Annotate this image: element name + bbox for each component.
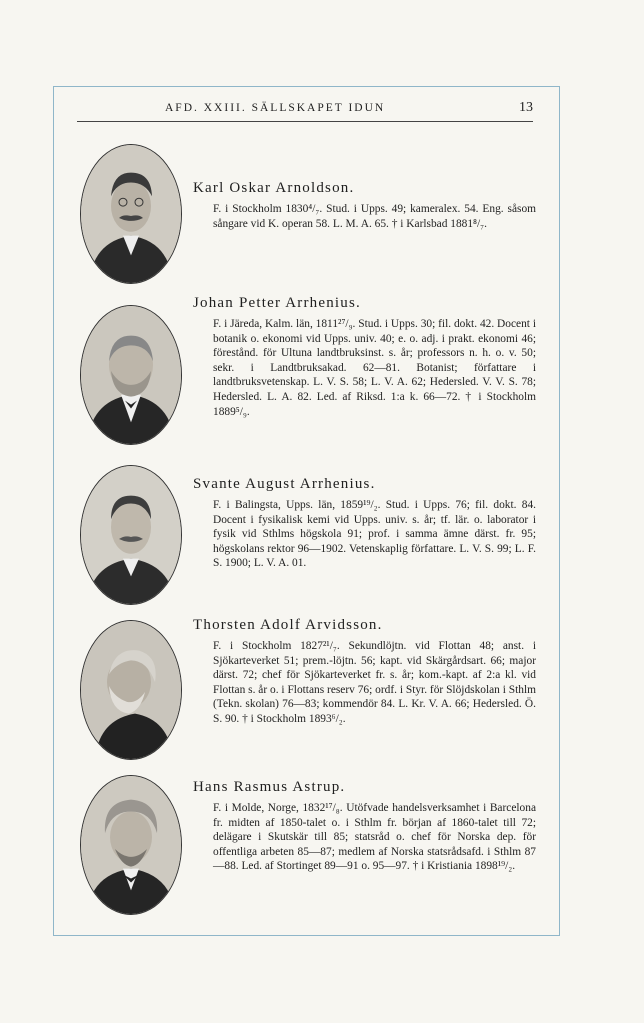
person-name: Thorsten Adolf Arvidsson. xyxy=(193,617,383,633)
portrait-arrhenius-johan xyxy=(80,305,182,445)
person-bio: F. i Balingsta, Upps. län, 1859¹⁹/₂. Stud. i Upps. 76; fil. dokt. 84. Docent i fysikalisk kemi vid Upps. univ. s. år; tf. lär. o. laborator i fysik vid Sthlms högskola 91; prof. i samma ämne därst. fr. 95; högskolans rektor 96—1902. Vetenskaplig författare. L. V. S. 99; L. F. S. 1900; L. V. A. 01. xyxy=(213,499,536,570)
portrait-arvidsson xyxy=(80,620,182,760)
person-bio: F. i Stockholm 1830⁴/₇. Stud. i Upps. 49; kameralex. 54. Eng. såsom sångare vid K. operan 58. L. M. A. 65. † i Karlsbad 1881⁸/₇. xyxy=(213,203,536,230)
portrait-astrup xyxy=(80,775,182,915)
person-bio: F. i Järeda, Kalm. län, 1811²⁷/₉. Stud. i Upps. 30; fil. dokt. 42. Docent i botanik o. ekonomi vid Upps. univ. 40; e. o. adj. i prakt. ekonomi 46; förestånd. för Ultuna landtbruksinst. s. år; professors n. h. o. v. 50; sekr. i Landtbruksakad. 62—81. Botanist; författare i landtbruksvetenskap. L. V. S. 58; L. V. A. 62; Hedersled. V. V. S. 78; Hedersled. L. A. 82. Led. af Riksd. 1:a k. 66—72. † i Stockholm 1889⁵/₉. xyxy=(213,318,536,418)
portrait-arrhenius-svante xyxy=(80,465,182,605)
portrait-arnoldson xyxy=(80,144,182,284)
running-head xyxy=(77,100,533,120)
person-name: Hans Rasmus Astrup. xyxy=(193,779,346,795)
person-name: Svante August Arrhenius. xyxy=(193,476,376,492)
person-name: Johan Petter Arrhenius. xyxy=(193,295,361,311)
page-number: 13 xyxy=(519,100,533,115)
header-rule xyxy=(77,121,533,122)
entry-arnoldson xyxy=(193,180,536,231)
entry-arrhenius-svante xyxy=(193,476,536,571)
entry-astrup xyxy=(193,779,536,874)
person-bio: F. i Stockholm 1827²¹/₇. Sekundlöjtn. vid Flottan 48; anst. i Sjökarteverket 51; prem.-löjtn. 56; kapt. vid Skärgårdsart. 66; major därst. 72; chef för Sjökarteverket fr. s. år; kom.-kapt. af 2:a kl. vid Flottan s. år o. i Flottans reserv 76; ordf. i Styr. för Slöjdskolan i Sthlm (Tekn. skolan) 76—83; kommendör 84. L. Kr. V. A. 66; Hedersled. Ö. S. 90. † i Stockholm 1893⁶/₂. xyxy=(213,640,536,725)
running-title: AFD. XXIII. SÄLLSKAPET IDUN xyxy=(165,102,386,114)
person-name: Karl Oskar Arnoldson. xyxy=(193,180,355,196)
entry-arvidsson xyxy=(193,617,536,727)
person-bio: F. i Molde, Norge, 1832¹⁷/₈. Utöfvade handelsverksamhet i Barcelona fr. midten af 1850-talet o. i Sthlm fr. början af 1860-talet till 72; delägare i Skutskär till 85; statsråd o. chef för Norska dep. för offentliga arbeten 85—87; medlem af Norska statsrådsafd. i Sthlm 87—88. Led. af Stortinget 89—91 o. 95—97. † i Kristiania 1898¹⁹/₂. xyxy=(213,802,536,873)
entry-arrhenius-johan xyxy=(193,295,536,419)
